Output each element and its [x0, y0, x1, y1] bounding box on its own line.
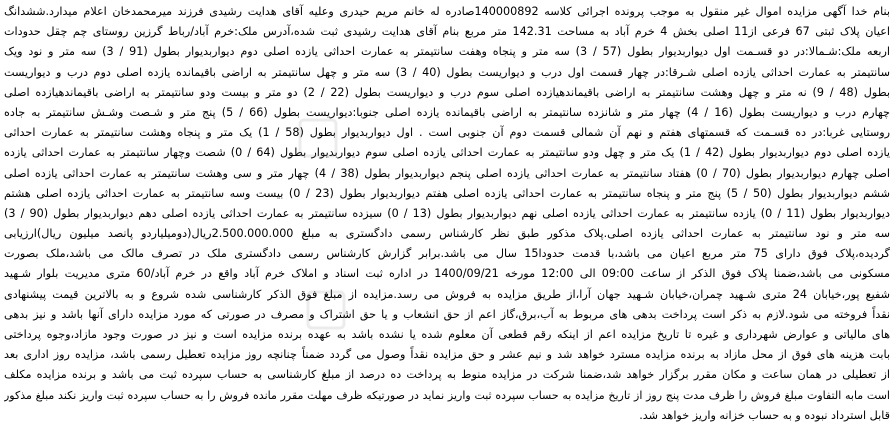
notice-line-13: گردیده،پلاک فوق دارای 75 متر مربع اعیان می باشد،با قدمت حدودا15 سال می باشد.برابر گزارش کارشناس رسمی دادگستری ملک در تصرف مالک می باشد،ملک بصورت: [4, 247, 890, 261]
notice-line-18: بابت هزینه های فوق از محل مازاد به برنده مزایده مسترد خواهد شد و نیم عشر و حق مزایده نقداً وصول می گردد ضمناً چنانچه روز مزایده تعطیل رسمی باشد، مزایده روز اداری بعد: [4, 348, 890, 362]
notice-line-1: بنام خدا آگهی مزایده اموال غیر منقول به موجب پرونده اجرائی کلاسه 140000892صادره له خانم مریم حیدری وعلیه آقای هدایت رشیدی فرزند میرمحمدخان اعلام میدارد.ششدانگ: [4, 5, 890, 18]
notice-line-2: اعیان پلاک ثبتی 67 فرعی از11 اصلی بخش 4 خرم آباد به مساحت 142.31 متر مربع بنام آقای هدایت رشیدی ثبت شده،آدرس ملک:خرم آباد/رباط گرزین روستای چم چقل حدودات: [4, 25, 890, 39]
notice-line-4: سانتیمتر به عمارت احداثی یازده اصلی شـرقا:در چهار قسمت اول درب و دیواریست بطول (40 / 3) سه متر و چهل سانتیمتر به اراضی باقیمانده یازده اصلی دوم درب و دیواریست: [4, 65, 890, 79]
notice-line-6: چهارم درب و دیواریست بطول (16 / 4) چهار متر و شانزده سانتیمتر به اراضی باقیمانده یازده اصلی جنوبا:دیواریست بطول (66 / 5) پنج متر و شـصت وشـش سانتیمتر به جاده: [4, 105, 890, 119]
notice-line-10: ششم دیواربدیوار بطول (50 / 5) پنج متر و پنجاه سانتیمتر به عمارت احداثی یازده اصلی هفتم دیواربدیوار بطول (23 / 0) بیست وسه سانتیمتر به عمارت احداثی یازده اصلی هشتم: [4, 186, 890, 200]
notice-line-16: نقداً فروخته می شود.لازم به ذکر است پرداخت بدهی های مربوط به آب،برق،گاز اعم از حق انشعاب و یا حق اشتراک و مصرف در صورتی که مورد مزایده دارای آنها باشد و نیز بدهی: [4, 307, 890, 321]
notice-line-12: سه متر و نود سانتیمتر به عمارت احداثی یازده اصلی.پلاک مذکور طبق نظر کارشناس رسمی دادگستری به مبلغ 2.500.000.000ریال(دومیلیاردو پانصد میلیون ریال)ارزیابی: [4, 227, 890, 241]
notice-line-5: بطول (48 / 9) نه متر و چهل وهشت سانتیمتر به اراضی باقیماندهیازده اصلی سوم درب و دیواریست بطول (22 / 2) دو متر و بیست ودو سانتیمتر به اراضی باقیماندهیازده اصلی: [4, 85, 890, 99]
notice-line-21: قابل استرداد نبوده و به حساب خزانه واریز خواهد شد.: [639, 408, 890, 422]
notice-line-11: دیواربدیوار بطول (11 / 0) یازده سانتیمتر به عمارت احداثی یازده اصلی نهم دیواربدیوار بطول (13 / 0) سیزده سانتیمتر به عمارت احداثی یازده اصلی دهم دیواربدیوار بطول (90 / 3): [4, 206, 890, 220]
auction-notice-document: [4, 2, 890, 429]
notice-line-7: روستایی غربا:در ده قسـمت که قسمتهای هفتم و نهم آن شمالی قسمت دوم آن جنوبی است . اول دیواربدیوار بطول (58 / 1) یک متر و پنجاه وهشت سانتیمتر به عمارت احداثی: [4, 126, 890, 140]
notice-line-8: یازده اصلی دوم دیواربدیوار بطول (42 / 1) یک متر و چهل ودو سانتیمتر به عمارت احداثی یازده اصلی سوم دیواربدیوار بطول (64 / 0) شصت وچهار سانتیمتر به عمارت احداثی یازده: [4, 146, 890, 160]
notice-line-20: است مابه التفاوت مبلغ فروش را ظرف مدت پنج روز از تاریخ مزایده به حساب سپرده ثبت واریز نماید در صورتیکه ظرف مهلت مقرر مانده فروش را به حساب سپرده ثبت واریز نکند مبلغ مذکور: [4, 388, 890, 402]
notice-line-17: های مالیاتی و عوارض شهرداری و غیره تا تاریخ مزایده اعم از اینکه رقم قطعی آن معلوم شده یا نشده باشد به عهده برنده مزایده است و نیز در صورت وجود مازاد،وجوه پرداختی: [4, 328, 890, 341]
notice-line-19: از تعطیلی در همان ساعت و مکان مقرر برگزار خواهد شد،ضمنا شرکت در مزایده منوط به پرداخت ده درصد از مبلغ کارشناسی به حساب سپرده ثبت می باشد و برنده مزایده مکلف: [4, 368, 890, 382]
notice-line-15: شفیع پور،خیابان 24 متری شـهید چمران،خیابان شـهید جهان آرا،از طریق مزایده به فروش می رسد.مزایده از مبلغ فوق الذکر کارشناسی شده شروع و به بالاترین قیمت پیشنهادی: [4, 287, 890, 301]
notice-line-3: اربعه ملک:شـمالا:در دو قسـمت اول دیواربدیوار بطول (57 / 3) سه متر و پنجاه وهفت سانتیمتر به عمارت احداثی یازده اصلی دوم دیواربدیوار بطول (91 / 3) سه متر و نود ویک: [4, 45, 890, 59]
notice-line-14: مسکونی می باشد،ضمنا پلاک فوق الذکر از ساعت 09:00 الی 12:00 مورخه 1400/09/21 در اداره ثبت اسناد و املاک خرم آباد واقع در خرم آباد/60 متری مدیریت بلوار شـهید: [4, 267, 890, 281]
notice-line-9: اصلی چهارم دیواربدیوار بطول (70 / 0) هفتاد سانتیمتر به عمارت احداثی یازده اصلی پنجم دیواربدیوار بطول (38 / 4) چهار متر و سی وهشت سانتیمتر به عمارت احداثی یازده اصلی: [4, 166, 890, 180]
